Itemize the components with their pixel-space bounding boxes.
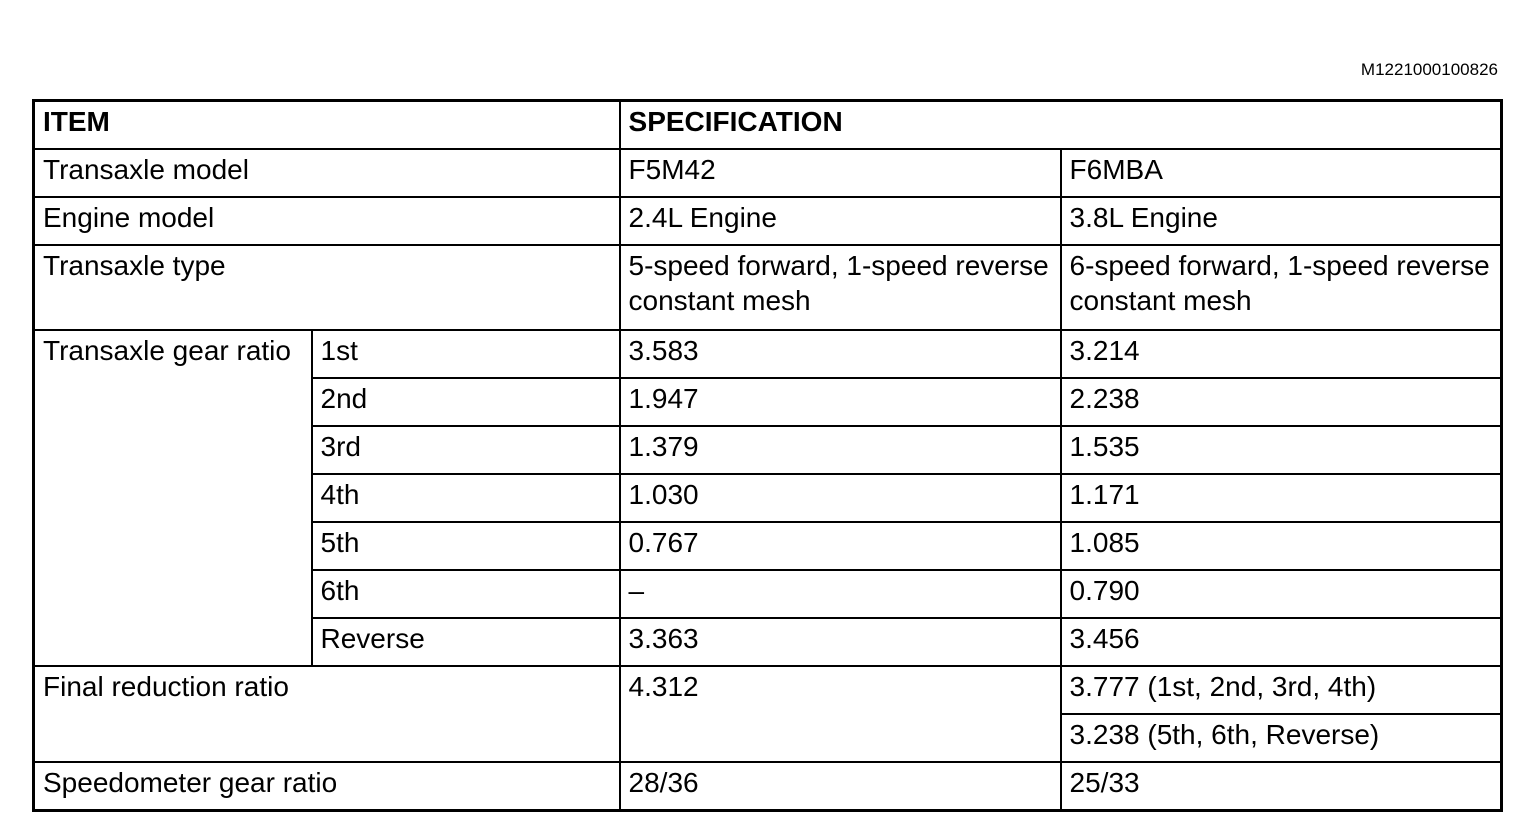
gear-label: 1st [312, 330, 620, 378]
cell-f5m42-type: 5-speed forward, 1-speed reverse constant mesh [620, 245, 1061, 330]
spec-table [32, 99, 1503, 812]
row-label-speedometer: Speedometer gear ratio [34, 762, 620, 811]
table-row [34, 149, 1502, 197]
cell-f6mba-model: F6MBA [1061, 149, 1502, 197]
gear-label: 6th [312, 570, 620, 618]
row-label-engine-model: Engine model [34, 197, 620, 245]
table-row [34, 197, 1502, 245]
cell-f5m42-engine: 2.4L Engine [620, 197, 1061, 245]
row-label-final-reduction: Final reduction ratio [34, 666, 620, 762]
header-row [34, 101, 1502, 150]
cell-f5m42-speedometer: 28/36 [620, 762, 1061, 811]
gear-label: Reverse [312, 618, 620, 666]
cell-f5m42-gear: 1.030 [620, 474, 1061, 522]
document-id: M1221000100826 [1360, 60, 1498, 79]
gear-label: 5th [312, 522, 620, 570]
cell-f6mba-gear: 1.171 [1061, 474, 1502, 522]
gear-label: 2nd [312, 378, 620, 426]
cell-f6mba-gear: 1.085 [1061, 522, 1502, 570]
cell-f6mba-final-b: 3.238 (5th, 6th, Reverse) [1061, 714, 1502, 762]
row-label-gear-ratio: Transaxle gear ratio [34, 330, 312, 666]
cell-f6mba-final-a: 3.777 (1st, 2nd, 3rd, 4th) [1061, 666, 1502, 714]
header-item: ITEM [34, 101, 620, 150]
cell-f5m42-final: 4.312 [620, 666, 1061, 762]
table-row [34, 666, 1502, 714]
table-row [34, 245, 1502, 330]
gear-label: 4th [312, 474, 620, 522]
cell-f5m42-gear: 0.767 [620, 522, 1061, 570]
cell-f6mba-gear: 0.790 [1061, 570, 1502, 618]
cell-f6mba-gear: 3.456 [1061, 618, 1502, 666]
cell-f5m42-gear: 3.363 [620, 618, 1061, 666]
cell-f5m42-gear: – [620, 570, 1061, 618]
row-label-transaxle-model: Transaxle model [34, 149, 620, 197]
cell-f6mba-gear: 3.214 [1061, 330, 1502, 378]
cell-f5m42-gear: 1.947 [620, 378, 1061, 426]
cell-f6mba-gear: 1.535 [1061, 426, 1502, 474]
cell-f6mba-speedometer: 25/33 [1061, 762, 1502, 811]
gear-label: 3rd [312, 426, 620, 474]
cell-f5m42-gear: 3.583 [620, 330, 1061, 378]
table-row [34, 330, 1502, 378]
cell-f5m42-gear: 1.379 [620, 426, 1061, 474]
cell-f5m42-model: F5M42 [620, 149, 1061, 197]
header-specification: SPECIFICATION [620, 101, 1502, 150]
cell-f6mba-gear: 2.238 [1061, 378, 1502, 426]
cell-f6mba-engine: 3.8L Engine [1061, 197, 1502, 245]
cell-f6mba-type: 6-speed forward, 1-speed reverse constant mesh [1061, 245, 1502, 330]
row-label-transaxle-type: Transaxle type [34, 245, 620, 330]
table-row [34, 762, 1502, 811]
